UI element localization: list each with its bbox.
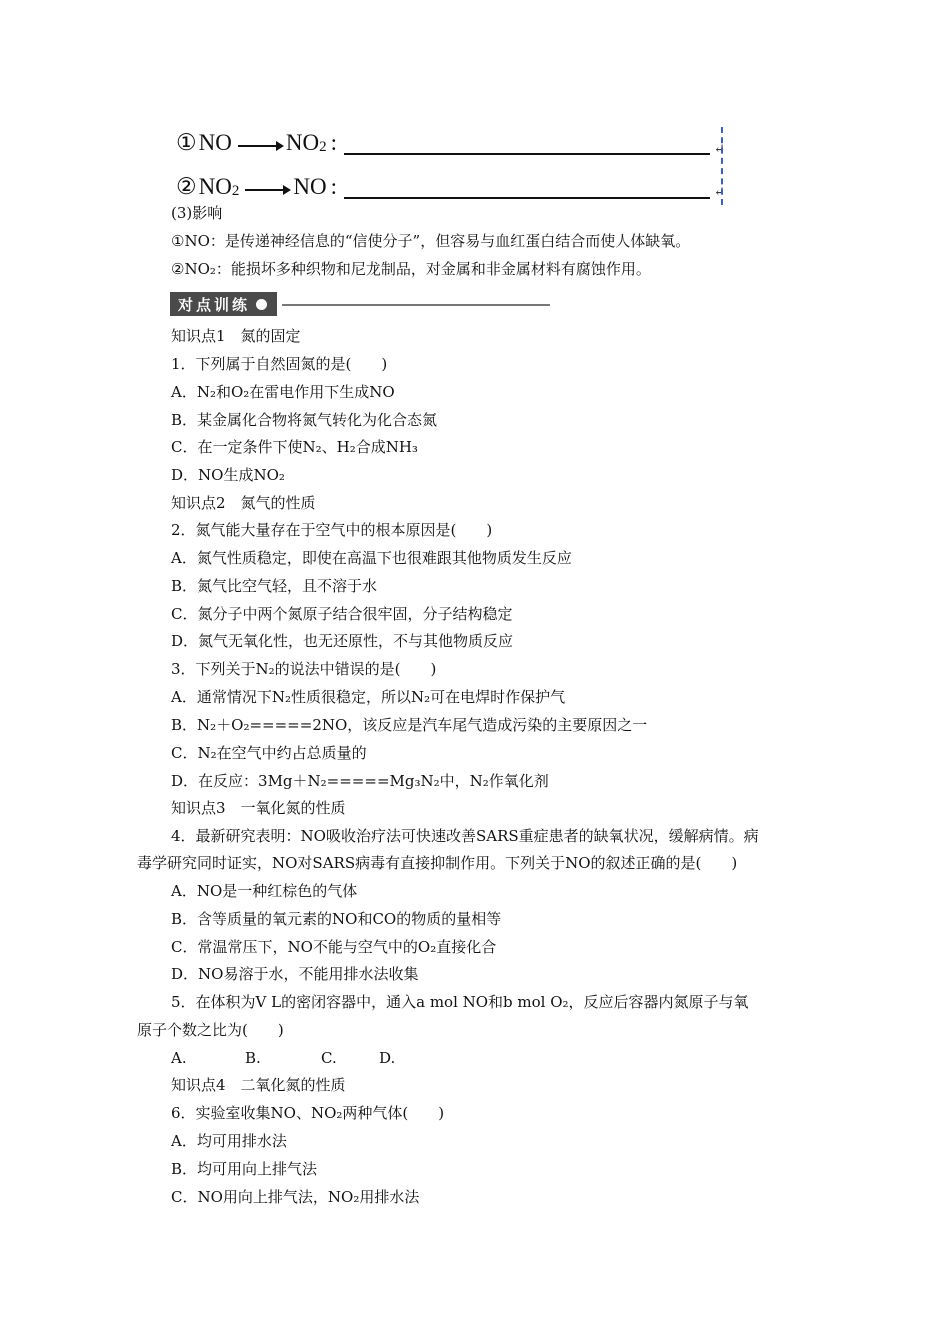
question-2-stem: 2．氮气能大量存在于空气中的根本原因是( ) bbox=[171, 521, 493, 539]
question-6-option-b[interactable]: B．均可用向上排气法 bbox=[171, 1160, 318, 1178]
paragraph-mark-icon: ↵ bbox=[714, 142, 725, 157]
impact-no: ①NO：是传递神经信息的“信使分子”，但容易与血红蛋白结合而使人体缺氧。 bbox=[171, 232, 691, 250]
question-5-stem-line1: 5．在体积为V L的密闭容器中，通入a mol NO和b mol O₂，反应后容器内氮原子与氧 bbox=[171, 993, 749, 1011]
reaction-1-product-subscript: 2 bbox=[319, 139, 327, 155]
impact-no2: ②NO₂：能损坏多种织物和尼龙制品，对金属和非金属材料有腐蚀作用。 bbox=[171, 260, 651, 278]
reaction-2-product: NO bbox=[293, 174, 327, 199]
knowledge-point-1: 知识点1 氮的固定 bbox=[171, 327, 301, 345]
knowledge-point-3: 知识点3 一氧化氮的性质 bbox=[171, 799, 346, 817]
question-4-option-c[interactable]: C．常温常压下，NO不能与空气中的O₂直接化合 bbox=[171, 938, 497, 956]
question-5-option-a[interactable]: A. bbox=[171, 1049, 187, 1067]
question-3-stem: 3．下列关于N₂的说法中错误的是( ) bbox=[171, 660, 437, 678]
paragraph-mark-icon: ↵ bbox=[714, 185, 725, 200]
reaction-1-reactant: NO bbox=[198, 130, 232, 155]
section-banner bbox=[170, 292, 277, 316]
question-3-option-d[interactable]: D．在反应：3Mg＋N₂=====Mg₃N₂中，N₂作氧化剂 bbox=[171, 772, 549, 790]
reaction-2-answer-blank[interactable] bbox=[344, 197, 710, 199]
section-banner-label: 对点训练 bbox=[178, 295, 251, 314]
question-4-stem-line1: 4．最新研究表明：NO吸收治疗法可快速改善SARS重症患者的缺氧状况，缓解病情。病 bbox=[171, 827, 759, 845]
question-4-stem-line2: 毒学研究同时证实，NO对SARS病毒有直接抑制作用。下列关于NO的叙述正确的是( ) bbox=[137, 854, 738, 872]
question-2-option-d[interactable]: D．氮气无氧化性，也无还原性，不与其他物质反应 bbox=[171, 632, 514, 650]
question-6-option-c[interactable]: C．NO用向上排气法，NO₂用排水法 bbox=[171, 1188, 420, 1206]
margin-dashed-line bbox=[721, 127, 723, 205]
reaction-arrow-icon bbox=[238, 145, 282, 147]
question-1-option-d[interactable]: D．NO生成NO₂ bbox=[171, 466, 285, 484]
question-5-option-b[interactable]: B. bbox=[245, 1049, 261, 1067]
question-4-option-b[interactable]: B．含等质量的氧元素的NO和CO的物质的量相等 bbox=[171, 910, 502, 928]
question-3-option-a[interactable]: A．通常情况下N₂性质很稳定，所以N₂可在电焊时作保护气 bbox=[171, 688, 566, 706]
question-2-option-b[interactable]: B．氮气比空气轻，且不溶于水 bbox=[171, 577, 378, 595]
reaction-2-number: ② bbox=[176, 174, 197, 199]
reaction-1-product: NO bbox=[285, 130, 320, 155]
question-1-stem: 1．下列属于自然固氮的是( ) bbox=[171, 355, 388, 373]
question-3-option-c[interactable]: C．N₂在空气中约占总质量的 bbox=[171, 744, 367, 762]
bullet-dot-icon bbox=[256, 299, 267, 310]
question-1-option-b[interactable]: B．某金属化合物将氮气转化为化合态氮 bbox=[171, 411, 438, 429]
reaction-2-colon: : bbox=[330, 174, 337, 199]
question-5-options bbox=[171, 1048, 395, 1068]
question-5-option-d[interactable]: D. bbox=[379, 1049, 396, 1067]
question-4-option-d[interactable]: D．NO易溶于水，不能用排水法收集 bbox=[171, 965, 419, 983]
reaction-1-colon: : bbox=[330, 130, 337, 155]
question-3-option-b[interactable]: B．N₂＋O₂=====2NO，该反应是汽车尾气造成污染的主要原因之一 bbox=[171, 716, 648, 734]
question-1-option-a[interactable]: A．N₂和O₂在雷电作用下生成NO bbox=[171, 383, 395, 401]
question-6-option-a[interactable]: A．均可用排水法 bbox=[171, 1132, 287, 1150]
knowledge-point-4: 知识点4 二氧化氮的性质 bbox=[171, 1076, 346, 1094]
question-2-option-a[interactable]: A．氮气性质稳定，即使在高温下也很难跟其他物质发生反应 bbox=[171, 549, 572, 567]
reaction-2 bbox=[176, 166, 341, 200]
reaction-1 bbox=[176, 122, 341, 156]
reaction-2-reactant-subscript: 2 bbox=[231, 183, 240, 199]
reaction-2-reactant: NO bbox=[198, 174, 232, 199]
question-6-stem: 6．实验室收集NO、NO₂两种气体( ) bbox=[171, 1104, 445, 1122]
impact-heading: (3)影响 bbox=[171, 204, 223, 222]
banner-rule bbox=[282, 304, 550, 306]
reaction-arrow-icon bbox=[245, 189, 289, 191]
reaction-1-number: ① bbox=[176, 130, 197, 155]
question-5-option-c[interactable]: C. bbox=[321, 1049, 337, 1067]
question-5-stem-line2: 原子个数之比为( ) bbox=[137, 1021, 284, 1039]
knowledge-point-2: 知识点2 氮气的性质 bbox=[171, 494, 316, 512]
question-4-option-a[interactable]: A．NO是一种红棕色的气体 bbox=[171, 882, 358, 900]
question-1-option-c[interactable]: C．在一定条件下使N₂、H₂合成NH₃ bbox=[171, 438, 418, 456]
reaction-1-answer-blank[interactable] bbox=[344, 153, 710, 155]
question-2-option-c[interactable]: C．氮分子中两个氮原子结合很牢固，分子结构稳定 bbox=[171, 605, 513, 623]
